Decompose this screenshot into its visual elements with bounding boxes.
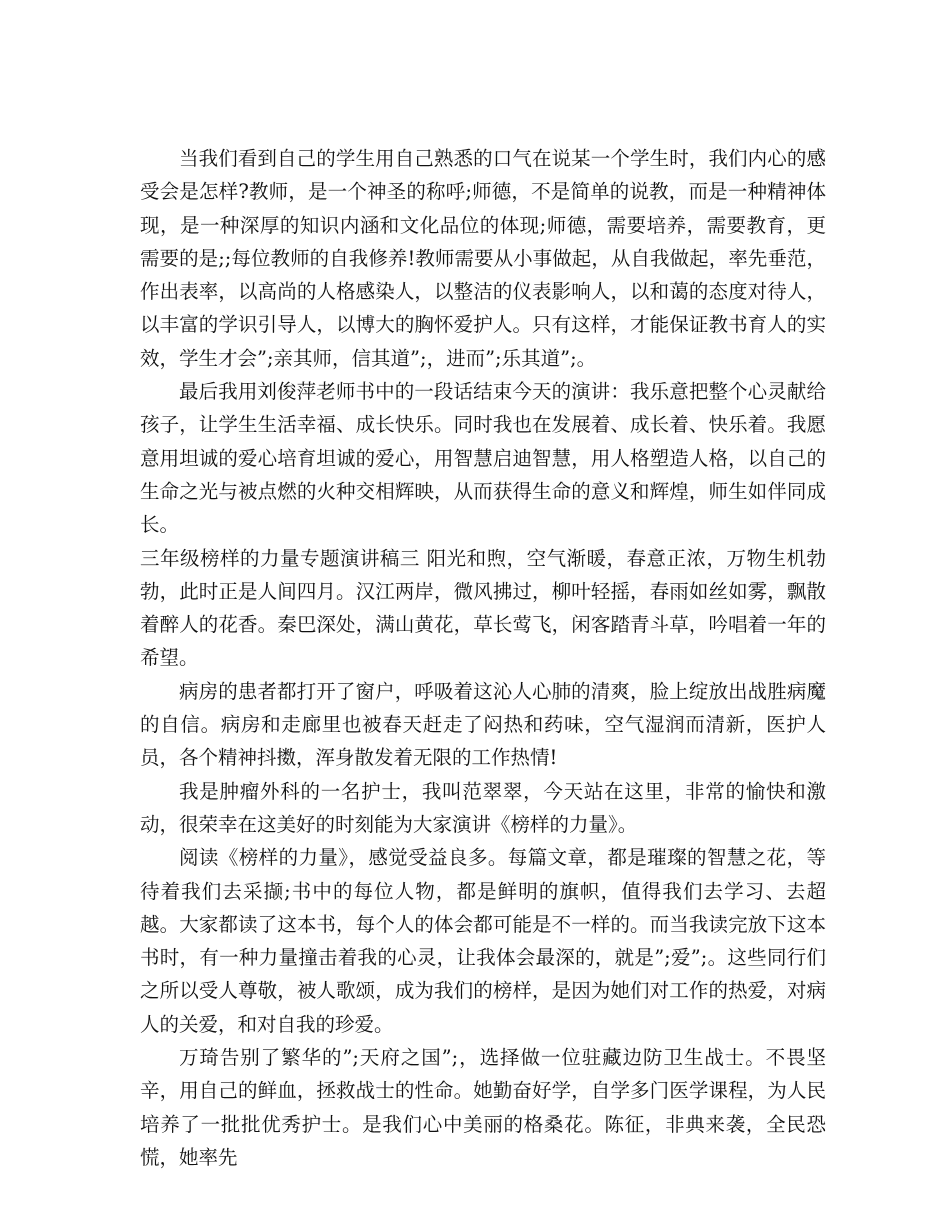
section-heading: 三年级榜样的力量专题演讲稿三 <box>140 546 420 570</box>
paragraph-4: 病房的患者都打开了窗户，呼吸着这沁人心肺的清爽，脸上绽放出战胜病魔的自信。病房和走廊里也被春天赶走了闷热和药味，空气湿润而清新，医护人员，各个精神抖擞，浑身散发着无限的工作热情! <box>140 679 826 770</box>
paragraph-3 <box>140 542 826 675</box>
paragraph-6: 阅读《榜样的力量》，感觉受益良多。每篇文章，都是璀璨的智慧之花，等待着我们去采撷;书中的每位人物，都是鲜明的旗帜，值得我们去学习、去超越。大家都读了这本书，每个人的体会都可能是不一样的。而当我读完放下这本书时，有一种力量撞击着我的心灵，让我体会最深的，就是”;爱”;。这些同行们之所以受人尊敬，被人歌颂，成为我们的榜样，是因为她们对工作的热爱，对病人的关爱，和对自我的珍爱。 <box>140 846 826 1036</box>
paragraph-3-text: 阳光和煦，空气渐暖，春意正浓，万物生机勃勃，此时正是人间四月。汉江两岸，微风拂过，柳叶轻摇，春雨如丝如雾，飘散着醉人的花香。秦巴深处，满山黄花，草长莺飞，闲客踏青斗草，吟唱着一年的希望。 <box>140 546 826 670</box>
document-body <box>140 142 826 1174</box>
paragraph-7: 万琦告别了繁华的”;天府之国”;，选择做一位驻藏边防卫生战士。不畏坚辛，用自己的鲜血，拯救战士的性命。她勤奋好学，自学多门医学课程，为人民培养了一批批优秀护士。是我们心中美丽的格桑花。陈征，非典来袭，全民恐慌，她率先 <box>140 1046 826 1169</box>
paragraph-2: 最后我用刘俊萍老师书中的一段话结束今天的演讲：我乐意把整个心灵献给孩子，让学生生活幸福、成长快乐。同时我也在发展着、成长着、快乐着。我愿意用坦诚的爱心培育坦诚的爱心，用智慧启迪智慧，用人格塑造人格，以自己的生命之光与被点燃的火种交相辉映，从而获得生命的意义和辉煌，师生如伴同成长。 <box>140 380 826 537</box>
paragraph-5: 我是肿瘤外科的一名护士，我叫范翠翠，今天站在这里，非常的愉快和激动，很荣幸在这美好的时刻能为大家演讲《榜样的力量》。 <box>140 779 826 836</box>
section-heading-gap <box>420 547 427 570</box>
paragraph-1: 当我们看到自己的学生用自己熟悉的口气在说某一个学生时，我们内心的感受会是怎样?教师，是一个神圣的称呼;师德，不是简单的说教，而是一种精神体现，是一种深厚的知识内涵和文化品位的体现;师德，需要培养，需要教育，更需要的是;;每位教师的自我修养!教师需要从小事做起，从自我做起，率先垂范，作出表率，以高尚的人格感染人，以整洁的仪表影响人，以和蔼的态度对待人，以丰富的学识引导人，以博大的胸怀爱护人。只有这样，才能保证教书育人的实效，学生才会”;亲其师，信其道”;，进而”;乐其道”;。 <box>140 147 826 370</box>
